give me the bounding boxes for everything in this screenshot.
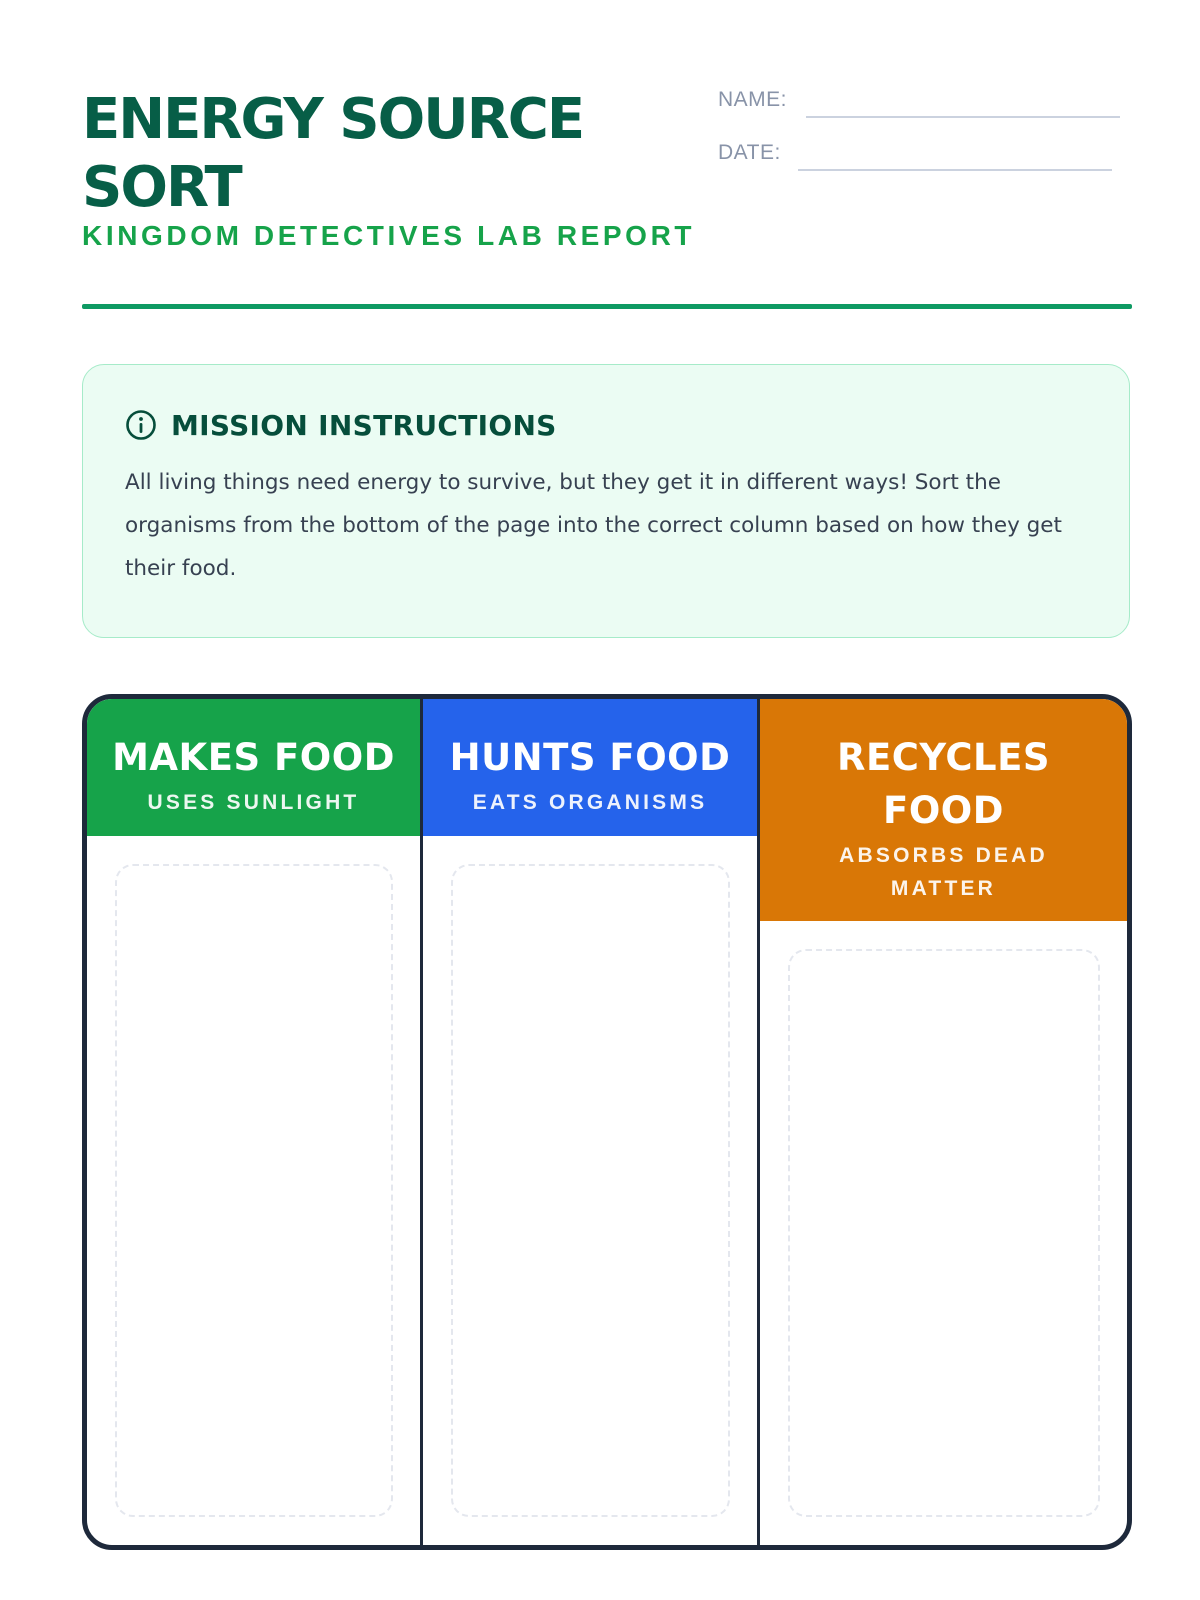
student-info <box>718 84 1132 190</box>
column-hunts-food <box>420 699 757 1545</box>
page-subtitle: KINGDOM DETECTIVES LAB REPORT <box>82 220 696 251</box>
column-title: HUNTS FOOD <box>449 736 731 779</box>
column-header-hunts-food <box>423 699 757 836</box>
instructions-panel <box>82 364 1130 638</box>
column-body <box>423 836 757 1545</box>
name-row <box>718 84 1132 137</box>
column-subtitle: EATS ORGANISMS <box>472 791 708 814</box>
column-title: RECYCLES FOOD <box>836 736 1051 832</box>
drop-zone-makes-food[interactable] <box>115 864 393 1517</box>
date-field[interactable] <box>798 169 1112 171</box>
column-title: MAKES FOOD <box>112 736 395 779</box>
column-makes-food <box>87 699 420 1545</box>
column-header-recycles-food <box>760 699 1127 921</box>
date-row <box>718 137 1132 190</box>
column-subtitle: USES SUNLIGHT <box>147 791 360 814</box>
column-header-makes-food <box>87 699 420 836</box>
column-recycles-food <box>757 699 1127 1545</box>
info-icon <box>125 409 157 441</box>
date-label: DATE: <box>718 141 781 164</box>
header-divider <box>82 304 1132 309</box>
page-title: ENERGY SOURCE SORT <box>82 87 584 220</box>
name-field[interactable] <box>806 116 1120 118</box>
name-label: NAME: <box>718 88 788 111</box>
column-body <box>760 921 1127 1545</box>
drop-zone-recycles-food[interactable] <box>788 949 1100 1517</box>
worksheet-header <box>82 60 1132 310</box>
instructions-heading <box>125 407 1089 443</box>
worksheet-page <box>82 60 1132 900</box>
instructions-title: MISSION INSTRUCTIONS <box>171 408 557 442</box>
sorting-table <box>82 694 1132 1550</box>
column-body <box>87 836 420 1545</box>
column-subtitle: ABSORBS DEAD MATTER <box>839 844 1048 900</box>
drop-zone-hunts-food[interactable] <box>451 864 730 1517</box>
instructions-text: All living things need energy to survive, but they get it in different ways! Sort the organisms from the bottom of the page into the correct column based on how they get their food. <box>125 470 1062 581</box>
